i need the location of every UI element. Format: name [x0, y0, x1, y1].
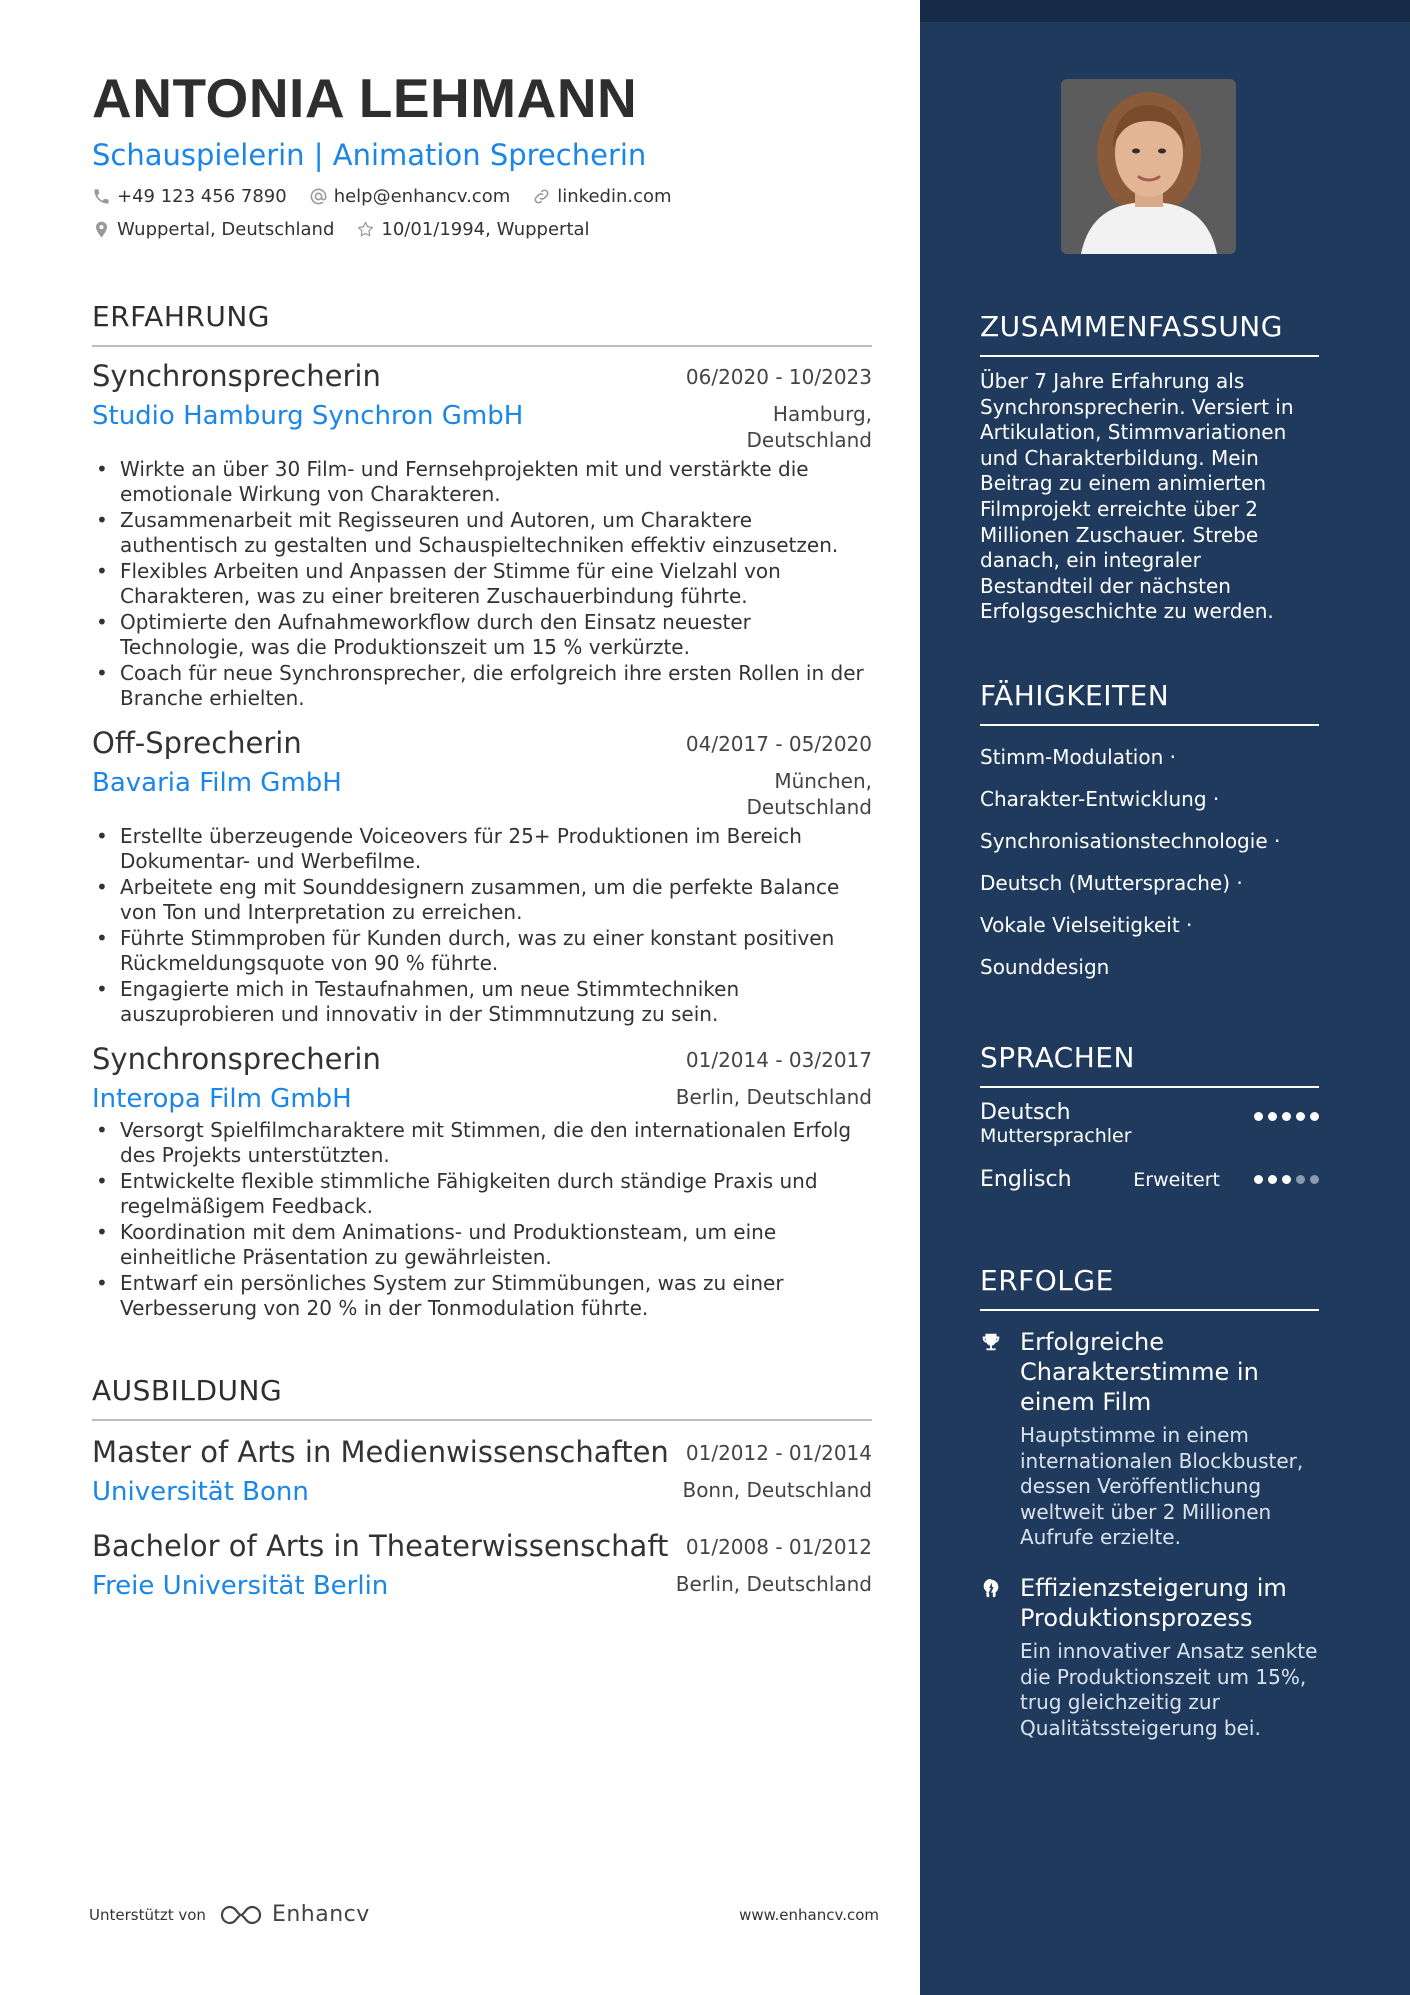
- skill-item: Charakter-Entwicklung ·: [980, 787, 1220, 811]
- job-title: Off-Sprecherin: [92, 725, 302, 760]
- achievement-item: [980, 1327, 1319, 1551]
- language-name: Deutsch: [980, 1100, 1071, 1125]
- candidate-subtitle: Schauspielerin | Animation Sprecherin: [92, 137, 647, 172]
- main-column: [92, 67, 872, 1601]
- education-dates: 01/2008 - 01/2012: [685, 1534, 872, 1559]
- rating-dot: [1268, 1175, 1277, 1184]
- rating-dot: [1310, 1175, 1319, 1184]
- location-text: Wuppertal, Deutschland: [117, 218, 335, 240]
- bullet-item: • Führte Stimmproben für Kunden durch, was zu einer konstant positiven Rückmeldungsquote von 90 % führte.: [92, 926, 872, 977]
- job-location: Berlin, Deutschland: [675, 1084, 872, 1109]
- rating-dot: [1282, 1112, 1291, 1121]
- skill-item: Stimm-Modulation ·: [980, 745, 1176, 769]
- achievements-title: ERFOLGE: [980, 1264, 1319, 1311]
- bullet-item: • Zusammenarbeit mit Regisseuren und Autoren, um Charaktere authentisch zu gestalten und Schauspieltechniken effektiv einzusetzen.: [92, 508, 872, 559]
- school-location: Bonn, Deutschland: [682, 1477, 872, 1502]
- skill-item: Vokale Vielseitigkeit ·: [980, 913, 1193, 937]
- job-entry: [92, 726, 872, 1028]
- company-name: Studio Hamburg Synchron GmbH: [92, 400, 524, 431]
- education-entry: [92, 1435, 872, 1507]
- language-rating: [1254, 1112, 1319, 1121]
- contact-birth: [356, 219, 589, 240]
- portrait-photo: [1061, 79, 1236, 254]
- job-entry: [92, 1042, 872, 1322]
- job-dates: 06/2020 - 10/2023: [685, 364, 872, 389]
- contact-row: [92, 186, 872, 207]
- phone-icon: [92, 187, 111, 206]
- bullet-item: • Wirkte an über 30 Film- und Fernsehprojekten mit und verstärkte die emotionale Wirkung von Charakteren.: [92, 457, 872, 508]
- job-title: Synchronsprecherin: [92, 358, 381, 393]
- achievement-item: [980, 1573, 1319, 1741]
- avatar: [1061, 79, 1236, 254]
- bullet-item: • Erstellte überzeugende Voiceovers für 25+ Produktionen im Bereich Dokumentar- und Werbefilme.: [92, 824, 872, 875]
- rating-dot: [1268, 1112, 1277, 1121]
- degree-title: Bachelor of Arts in Theaterwissenschaft: [92, 1528, 669, 1563]
- contact-row-2: [92, 219, 872, 240]
- contact-location: [92, 219, 334, 240]
- job-bullets: [92, 824, 872, 1028]
- map-pin-icon: [92, 220, 111, 239]
- bullet-item: • Coach für neue Synchronsprecher, die erfolgreich ihre ersten Rollen in der Branche erhielten.: [92, 661, 872, 712]
- bullet-item: • Engagierte mich in Testaufnahmen, um neue Stimmtechniken auszuprobieren und innovativ in der Stimmnutzung zu sein.: [92, 977, 872, 1028]
- bullet-item: • Entwickelte flexible stimmliche Fähigkeiten durch ständige Praxis und regelmäßigem Feedback.: [92, 1169, 872, 1220]
- achievement-title: Erfolgreiche Charakterstimme in einem Film: [1020, 1328, 1259, 1416]
- achievement-desc: Hauptstimme in einem internationalen Blockbuster, dessen Veröffentlichung weltweit über 2 Millionen Aufrufe erzielte.: [1020, 1423, 1304, 1550]
- rating-dot: [1296, 1112, 1305, 1121]
- contact-email[interactable]: [309, 186, 511, 207]
- birth-text: 10/01/1994, Wuppertal: [381, 218, 590, 240]
- footer: [89, 1902, 879, 1927]
- summary-title: ZUSAMMENFASSUNG: [980, 310, 1319, 357]
- contact-phone[interactable]: [92, 186, 287, 207]
- brand-text: Enhancv: [271, 1902, 370, 1927]
- bullet-item: • Flexibles Arbeiten und Anpassen der Stimme für eine Vielzahl von Charakteren, was zu einer breiteren Zuschauerbindung führte.: [92, 559, 872, 610]
- phone-text: +49 123 456 7890: [117, 185, 287, 207]
- skill-item: Deutsch (Muttersprache) ·: [980, 871, 1243, 895]
- achievements-section: [980, 1264, 1319, 1741]
- job-title: Synchronsprecherin: [92, 1041, 381, 1076]
- job-bullets: [92, 1118, 872, 1322]
- skill-item: Synchronisationstechnologie ·: [980, 829, 1281, 853]
- degree-title: Master of Arts in Medienwissenschaften: [92, 1434, 669, 1469]
- job-location: Hamburg, Deutschland: [746, 401, 872, 452]
- language-row: [980, 1167, 1319, 1192]
- skills-list: [980, 736, 1319, 988]
- education-entry: [92, 1529, 872, 1601]
- rating-dot: [1254, 1112, 1263, 1121]
- experience-section: [92, 300, 872, 1322]
- language-name: Englisch: [980, 1167, 1072, 1192]
- achievement-title: Effizienzsteigerung im Produktionsprozess: [1020, 1573, 1287, 1632]
- bullet-item: • Versorgt Spielfilmcharaktere mit Stimmen, die den internationalen Erfolg des Projekts unterstützten.: [92, 1118, 872, 1169]
- experience-title: ERFAHRUNG: [92, 300, 872, 347]
- link-icon: [532, 187, 551, 206]
- rating-dot: [1310, 1112, 1319, 1121]
- job-location: München, Deutschland: [746, 768, 872, 819]
- job-bullets: [92, 457, 872, 712]
- footer-url[interactable]: www.enhancv.com: [739, 1905, 879, 1924]
- school-name: Freie Universität Berlin: [92, 1570, 389, 1601]
- languages-section: [980, 1041, 1319, 1192]
- brain-icon: [980, 1577, 1002, 1599]
- rating-dot: [1296, 1175, 1305, 1184]
- powered-by-text: Unterstützt von: [89, 1905, 206, 1924]
- language-row: [980, 1100, 1319, 1147]
- contact-linkedin[interactable]: [532, 186, 671, 207]
- education-dates: 01/2012 - 01/2014: [685, 1440, 872, 1465]
- enhancv-logo-icon: [218, 1903, 264, 1927]
- star-icon: [356, 220, 375, 239]
- rating-dot: [1282, 1175, 1291, 1184]
- skills-title: FÄHIGKEITEN: [980, 679, 1319, 726]
- education-title: AUSBILDUNG: [92, 1374, 872, 1421]
- language-level: Muttersprachler: [980, 1125, 1132, 1147]
- email-text: help@enhancv.com: [333, 185, 511, 207]
- bullet-item: • Arbeitete eng mit Sounddesignern zusammen, um die perfekte Balance von Ton und Interpretation zu erreichen.: [92, 875, 872, 926]
- language-rating: [1254, 1175, 1319, 1184]
- school-location: Berlin, Deutschland: [675, 1571, 872, 1596]
- at-icon: [309, 187, 328, 206]
- rating-dot: [1254, 1175, 1263, 1184]
- achievement-desc: Ein innovativer Ansatz senkte die Produktionszeit um 15%, trug gleichzeitig zur Qualitätssteigerung bei.: [1020, 1638, 1318, 1740]
- skill-item: Sounddesign: [980, 955, 1110, 979]
- summary-text: Über 7 Jahre Erfahrung als Synchronsprecherin. Versiert in Artikulation, Stimmvariationen und Charakterbildung. Mein Beitrag zu einem animierten Filmprojekt erreichte über 2 Millionen Zuschauer. Strebe danach, ein integraler Bestandteil der nächsten Erfolgsgeschichte zu werden.: [980, 369, 1294, 624]
- skills-section: [980, 679, 1319, 988]
- summary-section: [980, 310, 1319, 625]
- job-entry: [92, 359, 872, 712]
- education-section: [92, 1374, 872, 1601]
- linkedin-text: linkedin.com: [557, 185, 672, 207]
- job-dates: 01/2014 - 03/2017: [685, 1047, 872, 1072]
- candidate-name: ANTONIA LEHMANN: [92, 67, 638, 129]
- job-dates: 04/2017 - 05/2020: [685, 731, 872, 756]
- company-name: Interopa Film GmbH: [92, 1083, 352, 1114]
- sidebar-top-strip: [920, 0, 1410, 22]
- bullet-item: • Optimierte den Aufnahmeworkflow durch den Einsatz neuester Technologie, was die Produktionszeit um 15 % verkürzte.: [92, 610, 872, 661]
- languages-title: SPRACHEN: [980, 1041, 1319, 1088]
- language-level: Erweitert: [1133, 1168, 1220, 1191]
- bullet-item: • Koordination mit dem Animations- und Produktionsteam, um eine einheitliche Präsentation zu gewährleisten.: [92, 1220, 872, 1271]
- company-name: Bavaria Film GmbH: [92, 767, 342, 798]
- bullet-item: • Entwarf ein persönliches System zur Stimmübungen, was zu einer Verbesserung von 20 % in der Tonmodulation führte.: [92, 1271, 872, 1322]
- school-name: Universität Bonn: [92, 1476, 309, 1507]
- trophy-icon: [980, 1331, 1002, 1353]
- enhancv-logo[interactable]: [218, 1902, 370, 1927]
